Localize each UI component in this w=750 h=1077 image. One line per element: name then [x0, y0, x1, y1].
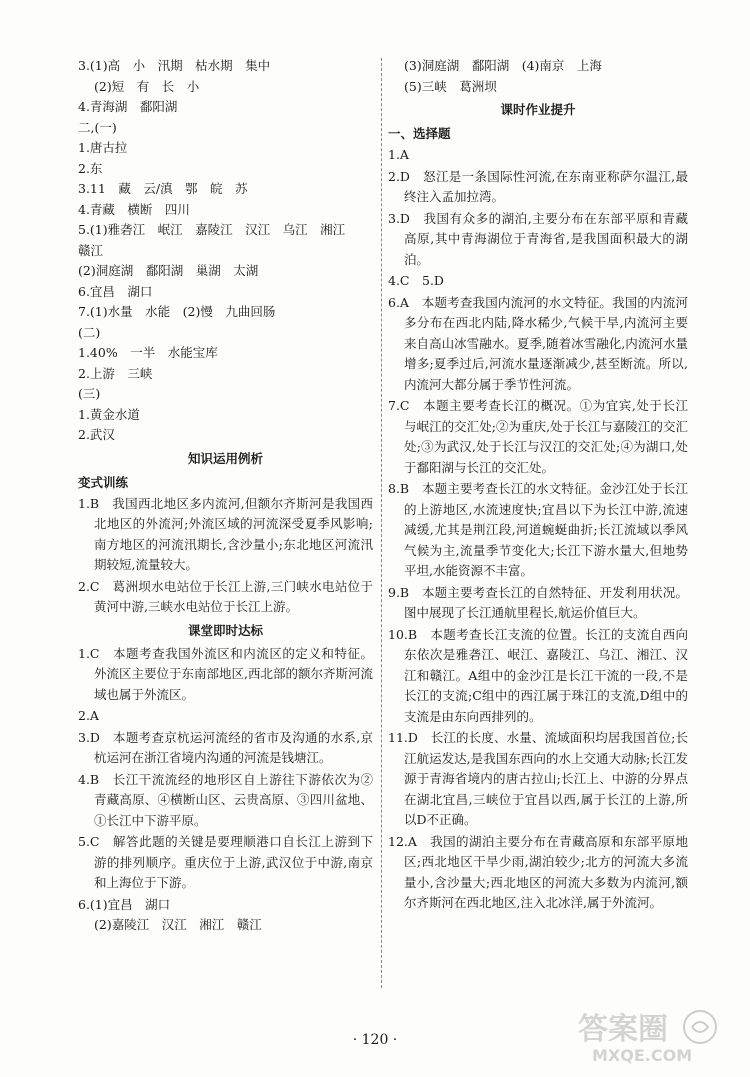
- answer-item: 4.C 5.D: [388, 273, 444, 288]
- answer-item: 2.D 怒江是一条国际性河流,在东南亚称萨尔温江,最终注入孟加拉湾。: [388, 168, 688, 204]
- answer-line: 1.40% 一半 水能宝库: [78, 345, 218, 360]
- answer-line: (2)洞庭湖 鄱阳湖 巢湖 太湖: [78, 263, 259, 278]
- answer-item: 1.C 本题考查我国外流区和内流区的定义和特征。外流区主要位于东南部地区,西北部的额尔齐斯河流域也属于外流区。: [78, 645, 373, 702]
- answer-item: 2.C 葛洲坝水电站位于长江上游,三门峡水电站位于黄河中游,三峡水电站位于长江上游。: [78, 578, 373, 614]
- answer-line: (二): [78, 324, 101, 340]
- answer-item: 7.C 本题主要考查长江的概况。①为宜宾,处于长江与岷江的交汇处;②为重庆,处于长江与嘉陵江的交汇处;③为武汉,处于长江与汉江的交汇处;④为湖口,处于鄱阳湖与长江的交汇处。: [388, 398, 688, 475]
- answer-item: 5.C 解答此题的关键是要理顺港口自长江上游到下游的排列顺序。重庆位于上游,武汉位于中游,南京和上海位于下游。: [78, 834, 373, 890]
- answer-item: 8.B 本题主要考查长江的水文特征。金沙江处于长江的上游地区,水流速度快;宜昌以下为长江中游,流速减缓,尤其是荆江段,河道蜿蜒曲折;长江流域以季风气候为主,流量季节变化大;长江下游水量大,但地势平坦,水能资源不丰富。: [388, 481, 688, 578]
- answer-item: (2)嘉陵江 汉江 湘江 赣江: [94, 917, 262, 932]
- answer-line: (3)洞庭湖 鄱阳湖 (4)南京 上海: [404, 58, 602, 73]
- answer-line: 4.青藏 横断 四川: [78, 201, 190, 217]
- answer-line: 3.(1)高 小 汛期 枯水期 集中: [78, 58, 271, 73]
- answer-line: 3.11 藏 云/滇 鄂 皖 苏: [78, 181, 248, 196]
- subsection-title-choice: 一、选择题: [388, 126, 451, 141]
- answer-line: (5)三峡 葛洲坝: [404, 78, 497, 94]
- answer-line: 2.武汉: [78, 427, 115, 442]
- answer-line: 4.青海湖 鄱阳湖: [78, 99, 178, 114]
- watermark-text: 答案圈: [578, 1012, 668, 1047]
- answer-line: 1.唐古拉: [78, 140, 128, 155]
- answer-item: 10.B 本题考查长江支流的位置。长江的支流自西向东依次是雅砻江、岷江、嘉陵江、乌江、湘江、汉江和赣江。A组中的金沙江是长江干流的一段,不是长江的支流;C组中的西江属于珠江的支流,D组中的支流是由东向西排列的。: [388, 626, 688, 724]
- answer-item: 3.D 本题考查京杭运河流经的省市及沟通的水系,京杭运河在浙江省境内沟通的河流是钱塘江。: [78, 729, 373, 765]
- right-column: [388, 56, 688, 915]
- section-title-knowledge: 知识运用例析: [187, 450, 263, 466]
- answer-item: 6.(1)宜昌 湖口: [78, 896, 171, 912]
- answer-item: 9.B 本题主要考查长江的自然特征、开发利用状况。图中展现了长江通航里程长,航运价值巨大。: [388, 584, 688, 620]
- column-divider: [381, 58, 382, 988]
- answer-item: 12.A 我国的湖泊主要分布在青藏高原和东部平原地区;西北地区干旱少雨,湖泊较少;北方的河流大多流量小,含沙量大;西北地区的河流大多数为内流河,额尔齐斯河在西北地区,注入北冰洋,属于外流河。: [388, 833, 688, 910]
- answer-item: 2.A: [78, 708, 99, 723]
- answer-line: (三): [78, 386, 101, 401]
- answer-line: 2.上游 三峡: [78, 365, 153, 381]
- answer-line: 5.(1)雅砻江 岷江 嘉陵江 汉江 乌江 湘江: [78, 222, 346, 237]
- answer-line: 2.东: [78, 160, 103, 176]
- page-number: · 120 ·: [352, 1032, 398, 1048]
- answer-item: 3.D 我国有众多的湖泊,主要分布在东部平原和青藏高原,其中青海湖位于青海省,是我国面积最大的湖泊。: [388, 210, 688, 267]
- section-title-classroom: 课堂即时达标: [187, 622, 263, 638]
- section-title-homework: 课时作业提升: [500, 102, 576, 117]
- left-column: [78, 56, 373, 936]
- answer-line: 7.(1)水量 水能 (2)慢 九曲回肠: [78, 304, 276, 319]
- answer-line: 6.宜昌 湖口: [78, 283, 153, 299]
- answer-item: 4.B 长江干流流经的地形区自上游往下游依次为②青藏高原、④横断山区、云贵高原、③四川盆地、①长江中下游平原。: [78, 771, 373, 828]
- answer-line: (2)短 有 长 小: [94, 78, 200, 94]
- answer-item: 1.A: [388, 147, 409, 162]
- answer-line: 赣江: [78, 242, 104, 258]
- subsection-title-variant: 变式训练: [78, 474, 129, 490]
- answer-line: 1.黄金水道: [78, 406, 140, 422]
- answer-item: 1.B 我国西北地区多内流河,但额尔齐斯河是我国西北地区的外流河;外流区域的河流深受夏季风影响;南方地区的河流汛期长,含沙量小;东北地区河流汛期较短,流量较大。: [78, 495, 373, 572]
- answer-line: 二,(一): [78, 119, 117, 135]
- watermark-url: MXQE.COM: [592, 1046, 693, 1065]
- answer-item: 11.D 长江的长度、水量、流域面积均居我国首位;长江航运发达,是我国东西向的水上交通大动脉;长江发源于青海省境内的唐古拉山;长江上、中游的分界点在湖北宜昌,三峡位于宜昌以西,属于长江的上游,所以D不正确。: [388, 730, 688, 827]
- answer-item: 6.A 本题考查我国内流河的水文特征。我国的内流河多分布在西北内陆,降水稀少,气候干旱,内流河主要来自高山冰雪融水。夏季,随着冰雪融化,内流河水量增多;夏季过后,河流水量逐渐减少,甚至断流。所以,内流河大都分属于季节性河流。: [388, 294, 688, 392]
- watermark-logo-icon: [572, 1005, 722, 1067]
